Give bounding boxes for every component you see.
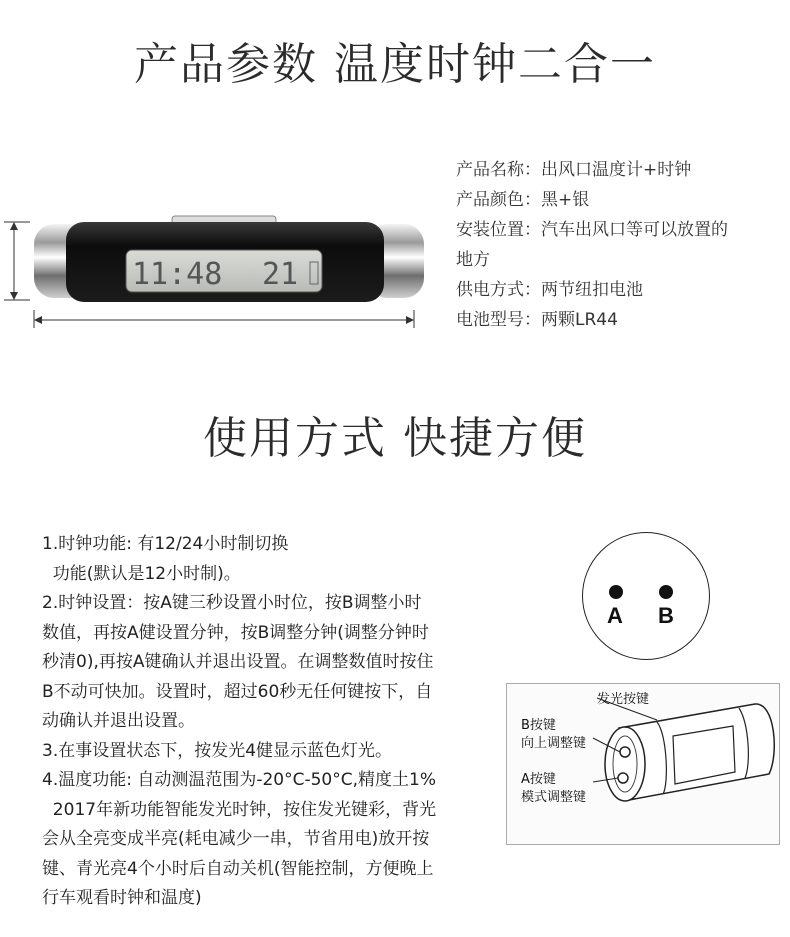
spec-label: 产品颜色：	[456, 190, 541, 210]
usage-line: 秒清0),再按A键确认并退出设置。在调整数值时按住	[42, 652, 434, 672]
usage-line: 会从全亮变成半亮(耗电减少一串，节省用电)放开按	[42, 829, 430, 849]
usage-line: 功能(默认是12小时制)。	[42, 563, 241, 584]
button-b-label: B	[658, 603, 674, 628]
spec-value: 出风口温度计+时钟	[541, 160, 692, 180]
usage-line: 动确认并退出设置。	[42, 711, 195, 731]
spec-row	[456, 275, 728, 305]
sketch-b-key-label: B按键	[521, 718, 556, 733]
spec-row	[456, 155, 728, 185]
usage-line: 数值，再按A健设置分钟，按B调整分钟(调整分钟时	[42, 622, 429, 643]
sketch-a-desc: 模式调整键	[521, 790, 587, 805]
usage-line: B不动可快加。设置时，超过60秒无任何键按下，自	[42, 681, 433, 702]
spec-row	[456, 245, 728, 275]
usage-line: 2.时钟设置：按A键三秒设置小时位，按B调整小时	[42, 593, 422, 613]
usage-instructions	[42, 530, 504, 914]
usage-line: 2017年新功能智能发光时钟，按住发光键彩，背光	[42, 799, 437, 820]
button-b-dot	[659, 585, 673, 599]
spec-value: 两颗LR44	[541, 310, 618, 330]
button-diagram	[582, 532, 710, 660]
sketch-light-key-label: 发光按键	[597, 692, 650, 707]
section-title-params: 产品参数 温度时钟二合一	[134, 39, 656, 90]
sketch-drawing	[507, 684, 779, 844]
spec-row	[456, 215, 728, 245]
usage-line: 键、青光亮4个小时后自动关机(智能控制，方便晚上	[42, 858, 434, 879]
lcd-time: 11:48	[132, 257, 223, 292]
sketch-a-key-label: A按键	[521, 772, 556, 787]
spec-row	[456, 305, 728, 335]
spec-value: 地方	[456, 250, 490, 270]
button-a-label: A	[607, 603, 623, 628]
usage-line: 行车观看时钟和温度)	[42, 888, 202, 908]
product-image	[0, 200, 430, 330]
usage-line: 1.时钟功能: 有12/24小时制切换	[42, 534, 289, 554]
spec-label: 电池型号：	[456, 310, 541, 330]
usage-line: 3.在事设置状态下，按发光4健显示蓝色灯光。	[42, 740, 393, 761]
spec-value: 两节纽扣电池	[541, 280, 643, 300]
button-a-dot	[609, 585, 623, 599]
button-sketch	[506, 683, 780, 845]
spec-label: 安装位置：	[456, 220, 541, 240]
spec-value: 黑+银	[541, 190, 590, 210]
spec-label: 供电方式：	[456, 280, 541, 300]
sketch-b-desc: 向上调整键	[521, 736, 587, 751]
spec-list	[456, 155, 728, 335]
usage-line: 4.温度功能: 自动测温范围为-20°C-50°C,精度土1%	[42, 770, 436, 790]
spec-row	[456, 185, 728, 215]
lcd-temp: 21	[262, 257, 299, 292]
product-clock-illustration	[0, 200, 430, 330]
section-title-usage: 使用方式 快捷方便	[203, 413, 587, 464]
spec-label: 产品名称：	[456, 160, 541, 180]
spec-value: 汽车出风口等可以放置的	[541, 220, 728, 240]
